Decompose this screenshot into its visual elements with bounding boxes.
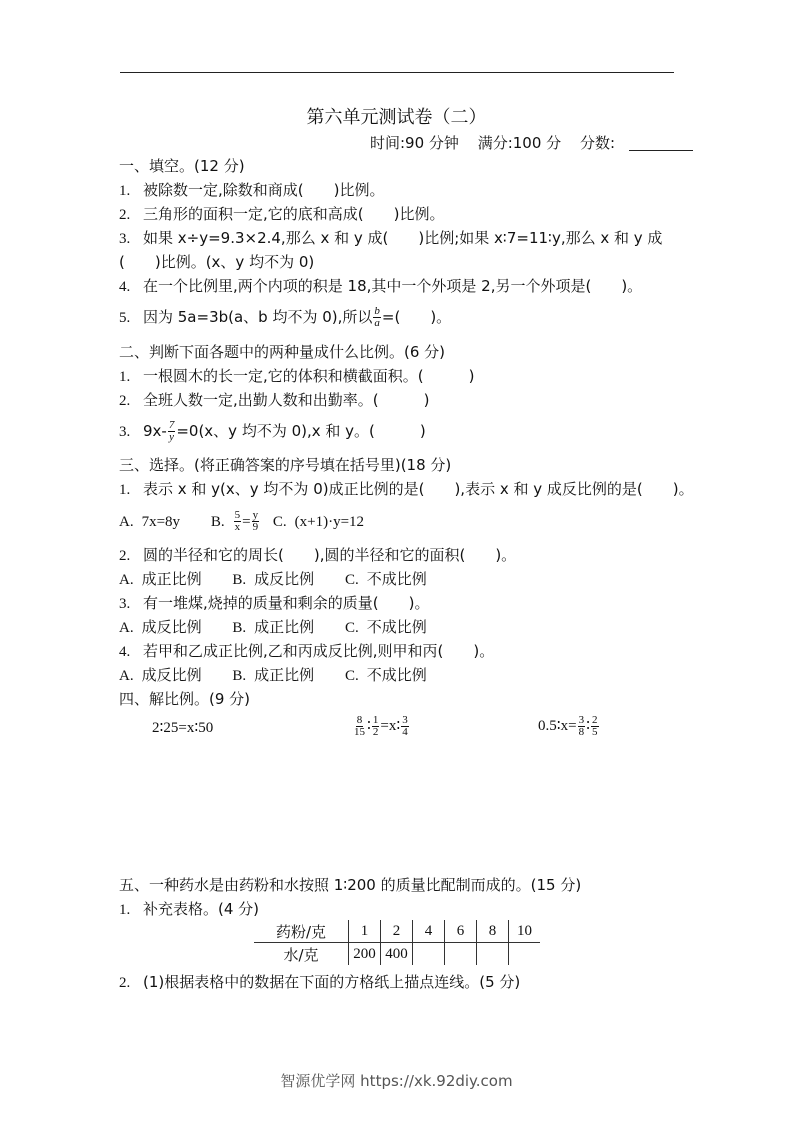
s1-question-3-cont: ( )比例。(x、y 均不为 0)	[119, 253, 315, 271]
s1-question-1: 1. 被除数一定,除数和商成( )比例。	[119, 181, 385, 199]
s3-question-2: 2. 圆的半径和它的周长( ),圆的半径和它的面积( )。	[119, 546, 517, 564]
exam-meta	[370, 132, 693, 153]
ratio-table	[254, 920, 540, 965]
s3-question-1: 1. 表示 x 和 y(x、y 均不为 0)成正比例的是( ),表示 x 和 y 成反比例的是( )。	[119, 480, 694, 498]
row-label-powder: 药粉/克	[254, 920, 349, 943]
answer-cell[interactable]	[445, 943, 477, 966]
fraction-y-over-9: $\frac{y}{9}$	[252, 509, 259, 533]
footer-watermark: 智源优学网 https://xk.92diy.com	[280, 1072, 513, 1090]
s1-question-5: 5. 因为 5a=3b(a、b 均不为 0),所以 $\frac{b}{a}$ =( )。	[119, 305, 452, 329]
section-1-heading: 一、填空。(12 分)	[119, 157, 245, 175]
fraction-7-over-y: $\frac{7}{y}$	[168, 419, 175, 443]
time-label: 时间:90 分钟	[370, 134, 459, 152]
s1-question-3: 3. 如果 x÷y=9.3×2.4,那么 x 和 y 成( )比例;如果 x∶7=11∶y,那么 x 和 y 成	[119, 229, 663, 247]
s2-question-2: 2. 全班人数一定,出勤人数和出勤率。( )	[119, 391, 430, 409]
section-5-heading: 五、一种药水是由药粉和水按照 1∶200 的质量比配制而成的。(15 分)	[119, 876, 582, 894]
s1-question-4: 4. 在一个比例里,两个内项的积是 18,其中一个外项是 2,另一个外项是( )。	[119, 277, 643, 295]
s3-question-3: 3. 有一堆煤,烧掉的质量和剩余的质量( )。	[119, 594, 430, 612]
s2-question-3: 3. 9x- $\frac{7}{y}$ =0(x、y 均不为 0),x 和 y。( )	[119, 419, 426, 443]
s2-question-1: 1. 一根圆木的长一定,它的体积和横截面积。( )	[119, 367, 475, 385]
s3-question-1-options: A. 7x=8y B. $\frac{5}{x}$ = $\frac{y}{9}$ C. (x+1)·y=12	[119, 509, 365, 533]
page-title: 第六单元测试卷（二）	[306, 107, 487, 128]
answer-cell[interactable]	[509, 943, 541, 966]
s3-question-3-options: A. 成反比例 B. 成正比例 C. 不成比例	[119, 618, 427, 636]
top-rule	[120, 72, 674, 73]
section-4-heading: 四、解比例。(9 分)	[119, 690, 251, 708]
section-2-heading: 二、判断下面各题中的两种量成什么比例。(6 分)	[119, 343, 446, 361]
row-label-water: 水/克	[283, 945, 319, 964]
proportion-equation-2: $\frac{8}{15}$ ∶ $\frac{1}{2}$ =x∶ $\frac{3}{4}$	[354, 714, 408, 738]
table-row: 水/克 200 400	[254, 943, 540, 966]
s3-question-4-options: A. 成反比例 B. 成正比例 C. 不成比例	[119, 666, 427, 684]
full-score-label: 满分:100 分	[477, 134, 562, 152]
fraction-b-over-a: $\frac{b}{a}$	[374, 305, 380, 329]
answer-cell[interactable]	[477, 943, 509, 966]
score-label: 分数:	[579, 134, 615, 152]
s1-question-2: 2. 三角形的面积一定,它的底和高成( )比例。	[119, 205, 445, 223]
section-3-heading: 三、选择。(将正确答案的序号填在括号里)(18 分)	[119, 456, 452, 474]
s5-question-1: 1. 补充表格。(4 分)	[119, 900, 260, 918]
proportion-equation-3: 0.5∶x= $\frac{3}{8}$ ∶ $\frac{2}{5}$	[538, 714, 598, 738]
s3-question-2-options: A. 成正比例 B. 成反比例 C. 不成比例	[119, 570, 427, 588]
s3-question-4: 4. 若甲和乙成正比例,乙和丙成反比例,则甲和丙( )。	[119, 642, 495, 660]
fraction-5-over-x: $\frac{5}{x}$	[234, 509, 241, 533]
answer-cell[interactable]	[413, 943, 445, 966]
s5-question-2: 2. (1)根据表格中的数据在下面的方格纸上描点连线。(5 分)	[119, 973, 521, 991]
score-blank[interactable]	[629, 134, 693, 151]
table-row: 药粉/克 1 2 4 6 8 10	[254, 920, 540, 943]
proportion-equation-1: 2∶25=x∶50	[152, 720, 214, 736]
